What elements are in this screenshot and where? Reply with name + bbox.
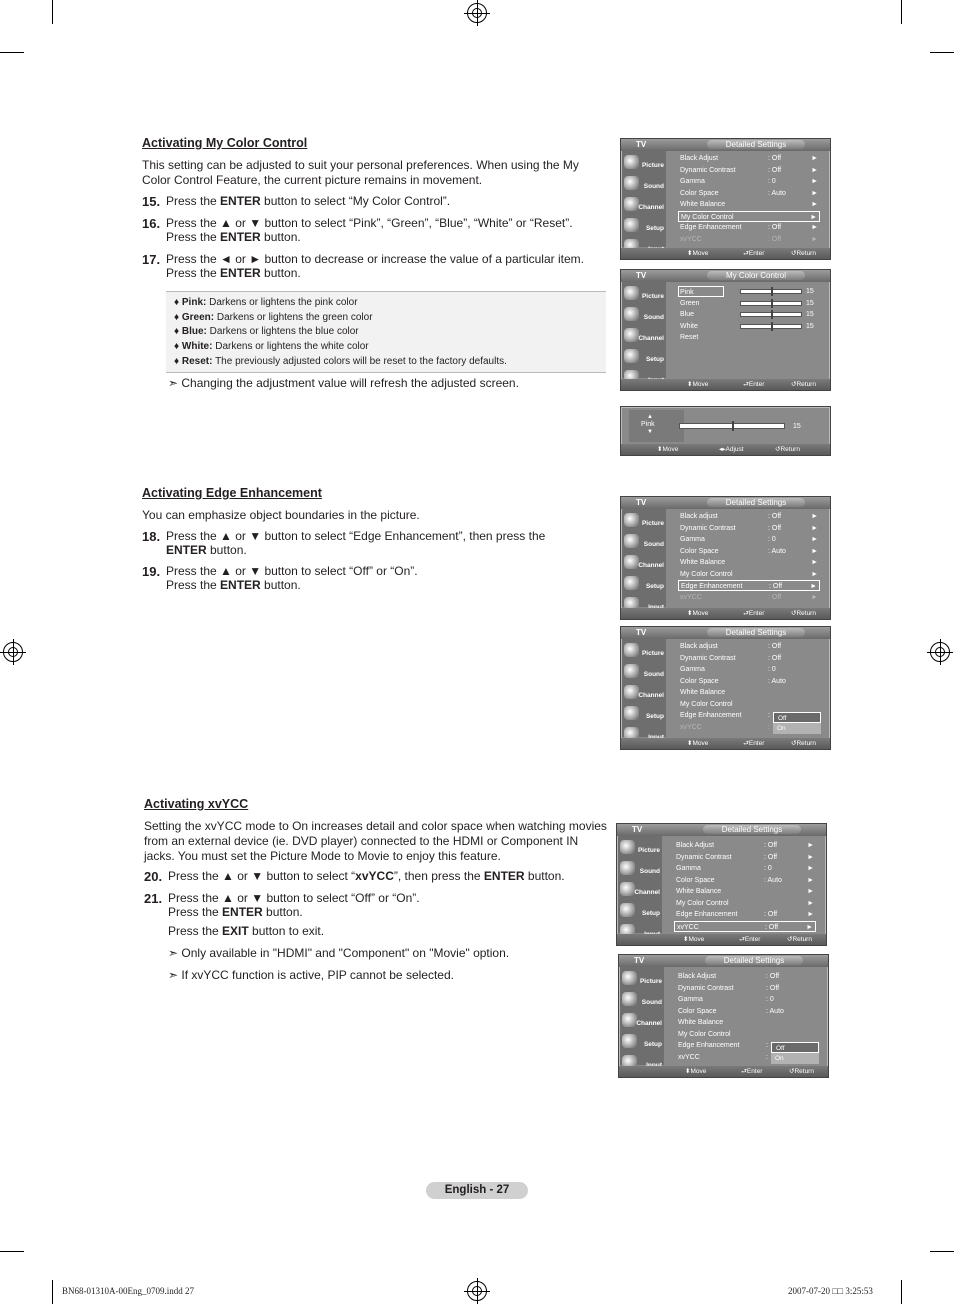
pink-slider — [679, 423, 785, 429]
setup-icon — [622, 1034, 637, 1048]
sound-icon — [624, 307, 639, 321]
exit-instruction: Press the EXIT button to exit. — [168, 924, 325, 938]
crop-mark — [52, 0, 53, 24]
registration-mark-icon — [3, 642, 23, 662]
osd-sidebar: Picture Sound Channel Setup — [622, 282, 666, 378]
osd-detailed-settings-xvycc: TV Detailed Settings Picture Sound Channel Setup Black Adjust : Off ► Dynamic Contrast : Off ► Gamma : 0 ► Color Space : Auto ► White Balance ► My Color Control ► Edge Enhancement : Off ► xvYCC : Off ► ⬍ Move ⮐ Enter ↺ Return — [616, 823, 827, 946]
setup-icon — [624, 349, 639, 363]
note-item: ♦ Blue: Darkens or lightens the blue color — [174, 326, 359, 338]
setup-icon — [624, 576, 639, 590]
crop-mark — [930, 1251, 954, 1252]
osd-title: Detailed Settings — [707, 498, 805, 507]
step-16: 16. Press the ▲ or ▼ button to select “Pink”, “Green”, “Blue”, “White” or “Reset”. Press the ENTER button. — [142, 216, 573, 244]
registration-mark-icon — [467, 1281, 487, 1301]
channel-icon — [624, 197, 639, 211]
section-heading-my-color: Activating My Color Control — [142, 136, 308, 150]
picture-icon — [624, 643, 639, 657]
crop-mark — [901, 1280, 902, 1304]
setup-icon — [624, 706, 639, 720]
crop-mark — [0, 52, 24, 53]
note-item: ♦ White: Darkens or lightens the white color — [174, 341, 369, 353]
color-notes-box — [166, 291, 606, 373]
crop-mark — [901, 0, 902, 24]
step-21: 21. Press the ▲ or ▼ button to select “Off” or “On”. Press the ENTER button. — [144, 891, 420, 919]
osd-title: Detailed Settings — [707, 140, 805, 149]
tip-refresh: ➣ Changing the adjustment value will refresh the adjusted screen. — [168, 376, 519, 390]
osd-sidebar: Picture Sound Channel Setup — [622, 639, 666, 737]
osd-edge-dropdown: TV Detailed Settings Picture Sound Channel Setup Black adjust : Off Dynamic Contrast : Off Gamma : 0 Color Space : Auto White Balance My Color Control Edge Enhancement : xvYCC : Off On ⬍ Move ⮐ Enter ↺ Return — [620, 626, 831, 750]
sound-icon — [624, 664, 639, 678]
osd-detailed-settings-edge: TV Detailed Settings Picture Sound Channel Setup Black adjust : Off ► Dynamic Contrast : Off ► Gamma : 0 ► Color Space : Auto ► White Balance ► My Color Control ► Edge Enhancement : Off ► xvYCC : Off ► ⬍ Move ⮐ Enter ↺ Return — [620, 496, 831, 620]
registration-mark-icon — [930, 642, 950, 662]
print-date: 2007-07-20 □□ 3:25:53 — [788, 1286, 873, 1296]
picture-icon — [620, 840, 635, 854]
osd-title: Detailed Settings — [705, 956, 803, 965]
channel-icon — [624, 555, 639, 569]
step-19: 19. Press the ▲ or ▼ button to select “Off” or “On”. Press the ENTER button. — [142, 564, 418, 592]
channel-icon — [624, 685, 639, 699]
osd-title: My Color Control — [707, 271, 805, 280]
sound-icon — [620, 861, 635, 875]
crop-mark — [52, 1280, 53, 1304]
setup-icon — [624, 218, 639, 232]
section-intro: Setting the xvYCC mode to On increases detail and color space when watching movies from an external device (ie. DVD player) connected to the HDMI or Component IN jacks. You must set the Picture Mode to Movie to enjoy this feature. — [144, 819, 607, 863]
sound-icon — [624, 176, 639, 190]
picture-icon — [624, 155, 639, 169]
osd-pink-adjust: ▲ Pink ▼ 15 ⬍ Move ◂▸ Adjust ↺ Return — [620, 406, 831, 456]
note-item: ♦ Green: Darkens or lightens the green color — [174, 311, 373, 323]
osd-sidebar: Picture Sound Channel Setup — [622, 151, 666, 247]
section-intro: You can emphasize object boundaries in the picture. — [142, 508, 420, 522]
step-17: 17. Press the ◄ or ► button to decrease or increase the value of a particular item. Press the ENTER button. — [142, 252, 584, 280]
picture-icon — [624, 286, 639, 300]
osd-my-color-control: TV My Color Control Picture Sound Channel Setup Pink 15 Green 15 Blue 15 White 15 Reset ⬍ Move ⮐ Enter ↺ Return — [620, 269, 831, 391]
channel-icon — [624, 328, 639, 342]
tip-hdmi: ➣ Only available in "HDMI" and "Component" on "Movie" option. — [168, 946, 510, 960]
pink-label: Pink — [641, 421, 655, 428]
registration-mark-icon — [467, 3, 487, 23]
step-18: 18. Press the ▲ or ▼ button to select “Edge Enhancement”, then press the ENTER button. — [142, 529, 546, 557]
page-number-badge: English - 27 — [426, 1182, 528, 1199]
osd-detailed-settings: TV Detailed Settings Picture Sound Channel Setup Black Adjust : Off ► Dynamic Contrast : Off ► Gamma : 0 ► Color Space : Auto ► White Balance ► My Color Control ► Edge Enhancement : Off ► xvYCC : Off ► ⬍ Move ⮐ Enter ↺ Return — [620, 138, 831, 260]
step-15: 15. Press the ENTER button to select “My Color Control”. — [142, 194, 451, 209]
pink-value: 15 — [793, 423, 801, 430]
picture-icon — [622, 971, 637, 985]
setup-icon — [620, 903, 635, 917]
sound-icon — [622, 992, 637, 1006]
picture-icon — [624, 513, 639, 527]
osd-title: Detailed Settings — [703, 825, 801, 834]
tip-pip: ➣ If xvYCC function is active, PIP cannot be selected. — [168, 968, 454, 982]
crop-mark — [0, 1251, 24, 1252]
osd-sidebar: Picture Sound Channel Setup — [618, 836, 662, 933]
section-heading-xvycc: Activating xvYCC — [144, 797, 249, 811]
note-item: ♦ Pink: Darkens or lightens the pink color — [174, 297, 358, 308]
osd-title: Detailed Settings — [707, 628, 805, 637]
sound-icon — [624, 534, 639, 548]
crop-mark — [930, 52, 954, 53]
osd-sidebar: Picture Sound Channel Setup — [620, 967, 664, 1065]
section-intro: This setting can be adjusted to suit your personal preferences. When using the My Color Control Feature, the current picture remains in movement. — [142, 158, 579, 187]
section-heading-edge: Activating Edge Enhancement — [142, 486, 322, 500]
step-20: 20. Press the ▲ or ▼ button to select “xvYCC”, then press the ENTER button. — [144, 869, 565, 884]
osd-sidebar: Picture Sound Channel Setup — [622, 509, 666, 607]
note-item: ♦ Reset: The previously adjusted colors will be reset to the factory defaults. — [174, 355, 507, 367]
file-name: BN68-01310A-00Eng_0709.indd 27 — [62, 1286, 194, 1296]
channel-icon — [622, 1013, 637, 1027]
channel-icon — [620, 882, 635, 896]
osd-xvycc-dropdown: TV Detailed Settings Picture Sound Channel Setup Black Adjust : Off Dynamic Contrast : Off Gamma : 0 Color Space : Auto White Balance My Color Control Edge Enhancement : xvYCC : Off On ⬍ Move ⮐ Enter ↺ Return — [618, 954, 829, 1078]
